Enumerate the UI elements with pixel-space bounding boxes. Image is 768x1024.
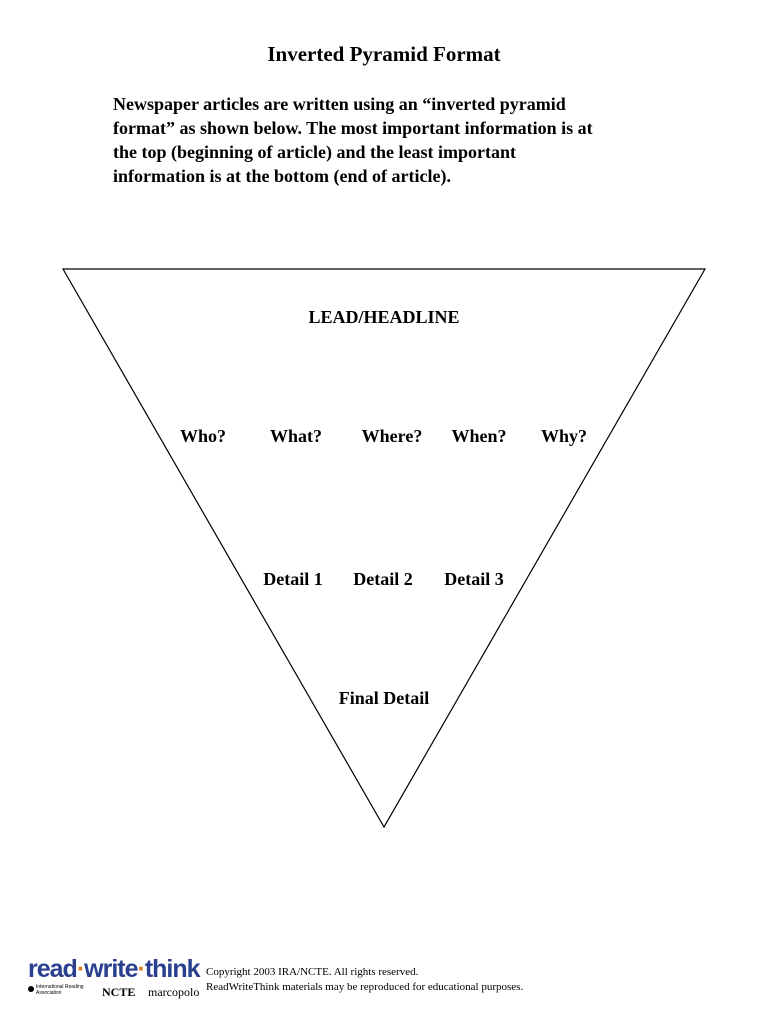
final-detail: Final Detail — [338, 688, 430, 708]
logo-dot-icon: · — [76, 955, 85, 983]
logo-dot-icon: · — [137, 955, 145, 983]
question-what: What? — [269, 426, 323, 446]
question-why: Why? — [540, 426, 588, 446]
detail-1: Detail 1 — [263, 569, 323, 589]
question-when: When? — [451, 426, 507, 446]
logo-write: write — [84, 955, 138, 983]
logo-wordmark — [28, 954, 200, 984]
intro-line: Newspaper articles are written using an “inverted pyramid — [113, 94, 566, 114]
ira-logo-icon — [28, 986, 34, 992]
intro-line: the top (beginning of article) and the least important — [113, 142, 516, 162]
ncte-logo: NCTE — [102, 985, 136, 999]
logo-think: think — [144, 955, 200, 983]
logo-read: read — [28, 955, 77, 983]
intro-line: format” as shown below. The most important information is at — [113, 118, 593, 138]
copyright-line: ReadWriteThink materials may be reproduced for educational purposes. — [206, 981, 524, 993]
ira-logo-text: International Reading Association — [36, 984, 84, 996]
marcopolo-logo: marcopolo — [148, 985, 200, 999]
detail-3: Detail 3 — [444, 569, 504, 589]
copyright-line: Copyright 2003 IRA/NCTE. All rights reserved. — [206, 966, 419, 978]
inverted-pyramid-triangle — [63, 269, 705, 827]
intro-line: information is at the bottom (end of article). — [113, 166, 451, 186]
partner-logos — [28, 983, 203, 1001]
detail-2: Detail 2 — [353, 569, 413, 589]
question-who: Who? — [179, 426, 227, 446]
lead-headline-label: LEAD/HEADLINE — [308, 307, 460, 327]
page-title: Inverted Pyramid Format — [267, 42, 501, 66]
footer — [0, 950, 768, 1010]
question-where: Where? — [361, 426, 423, 446]
copyright-notice — [206, 965, 523, 995]
readwritethink-logo — [28, 954, 203, 1004]
